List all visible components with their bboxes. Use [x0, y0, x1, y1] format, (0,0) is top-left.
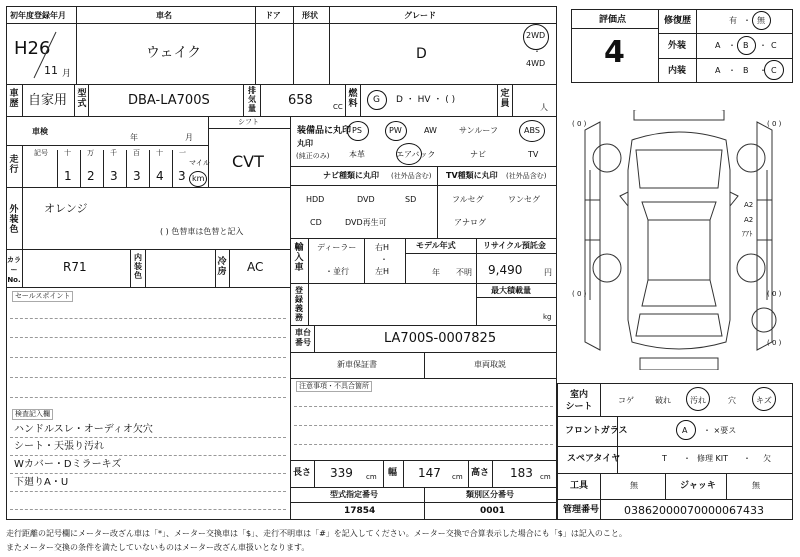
aircon-value: AC [247, 260, 264, 274]
tv-label: TV種類に丸印 [446, 171, 498, 180]
interior-dot1: ・ [728, 66, 736, 75]
exterior-a: A [715, 41, 721, 50]
fuel-label: 燃 料 [348, 89, 358, 109]
manual-label: 車両取説 [474, 360, 506, 369]
first-reg-month-unit: 月 [62, 69, 72, 79]
width-value: 147 [418, 466, 441, 480]
color-note: ( ) 色替車は色替と記入 [160, 227, 244, 236]
displacement-label: 排 気 量 [248, 86, 256, 113]
import-dealer: ディーラー [317, 243, 357, 252]
equip-pw: PW [389, 126, 402, 135]
model-value: DBA-LA700S [128, 93, 210, 108]
chassis-label: 車台 番号 [295, 328, 311, 347]
footer-note-1: 走行距離の記号欄にメーター改ざん車は「*」、メーター交換車は「$」、走行不明車は「#」を記入してください。メーター交換で合算表示した場合にも「$」は記入のこと。 [6, 529, 627, 538]
interior-a: A [715, 66, 721, 75]
windshield-a: A [682, 426, 688, 435]
mileage-digit-1: 1 [64, 169, 72, 183]
color-no-label: カラー No. [7, 256, 21, 284]
tire-mark-spare: ( 0 ) [767, 339, 782, 347]
interior-tear: 破れ [655, 396, 671, 405]
handle-dot: ・ [380, 255, 388, 264]
usage-value: 自家用 [28, 93, 68, 108]
width-cm: cm [452, 473, 463, 481]
mileage-digit-4: 3 [133, 169, 141, 183]
inspection-year-unit: 年 [130, 133, 138, 142]
model-year-year: 年 [432, 268, 440, 277]
length-cm: cm [366, 473, 377, 481]
fuel-rest: D ・ HV ・ ( ) [396, 95, 456, 105]
drive-2wd: 2WD [526, 31, 546, 40]
car-damage-diagram [560, 110, 798, 370]
windshield-label: フロントガラス [565, 426, 628, 436]
car-name: ウェイク [146, 45, 202, 61]
tools-label: 工具 [570, 481, 589, 491]
mileage-digit-6: 3 [178, 169, 186, 183]
height-label: 高さ [471, 468, 490, 478]
tire-mark-rl: ( 0 ) [572, 290, 587, 298]
aircon-label: 冷 房 [217, 257, 227, 277]
spare-dot2: ・ [743, 454, 751, 463]
inspector-note-3: Wカバー・Dミラーキズ [14, 459, 122, 470]
height-value: 183 [510, 466, 533, 480]
first-reg-label: 初年度登録年月 [10, 11, 66, 20]
usage-label: 車 歴 [9, 89, 19, 109]
interior-b: B [743, 66, 749, 75]
spare-kit: 修理 KIT [697, 454, 729, 463]
import-label: 輸 入 車 [294, 243, 304, 273]
spare-t: T [662, 454, 667, 463]
inspection-label: 車検 [32, 127, 48, 136]
width-label: 幅 [388, 468, 398, 478]
spare-none: 欠 [763, 454, 771, 463]
mileage-header-row: 記号 十 万 千 百 十 一 [34, 149, 186, 157]
warranty-label: 新車保証書 [337, 360, 377, 369]
tools-value: 無 [630, 481, 638, 490]
interior-label: 内装 [668, 66, 687, 76]
navi-dvd-play: DVD再生可 [345, 218, 387, 227]
model-label: 型 式 [77, 89, 87, 109]
navi-label: ナビ種類に丸印 [323, 171, 379, 180]
interior-c: C [771, 66, 777, 75]
tv-oneseg: ワンセグ [508, 195, 540, 204]
cc-unit: CC [333, 103, 343, 111]
equip-sunroof: サンルーフ [459, 126, 498, 135]
mileage-digit-3: 3 [110, 169, 118, 183]
damage-note-a2-1: A2 [744, 201, 754, 209]
type-no-label: 型式指定番号 [330, 490, 378, 499]
category-no-label: 類別区分番号 [466, 490, 514, 499]
car-name-label: 車名 [156, 11, 172, 20]
exterior-label: 外装 [668, 41, 687, 51]
type-no-value: 17854 [344, 506, 376, 516]
equipment-sub: (純正のみ) [296, 152, 330, 160]
mgmt-label: 管理番号 [563, 505, 600, 515]
equip-airbag: エアバック [396, 150, 436, 159]
navi-dvd: DVD [357, 195, 375, 204]
interior-burn: コゲ [618, 396, 634, 405]
repair-label: 修復歴 [664, 16, 692, 26]
first-reg-era: H26 [14, 38, 51, 59]
inspector-note-4: 下廻りA・U [14, 477, 69, 488]
grade-value: D [416, 46, 427, 62]
capacity-label: 定 員 [500, 89, 510, 109]
tv-sub: (社外品含む) [506, 172, 547, 180]
drive-4wd: 4WD [526, 59, 546, 68]
max-load-kg: kg [543, 313, 552, 321]
fuel-g: G [373, 95, 380, 105]
jack-value: 無 [752, 481, 760, 490]
tire-mark-fr: ( 0 ) [767, 120, 782, 128]
inspector-note-2: シート・天張り汚れ [14, 441, 104, 452]
exterior-c: C [771, 41, 777, 50]
color-value: オレンジ [44, 202, 88, 215]
score-label: 評価点 [599, 15, 627, 25]
tv-analog: アナログ [454, 218, 486, 227]
interior-scratch: キズ [756, 396, 772, 405]
inspector-label: 検査記入欄 [12, 409, 53, 420]
shift-value: CVT [232, 152, 264, 171]
repair-yes: 有 [729, 16, 737, 25]
recycle-label: リサイクル預託金 [483, 241, 546, 250]
mileage-digit-2: 2 [87, 169, 95, 183]
import-parallel: ・並行 [325, 267, 349, 276]
equip-ps: PS [352, 126, 362, 135]
displacement-value: 658 [288, 93, 313, 108]
height-cm: cm [540, 473, 551, 481]
damage-note-a2-2: A2 [744, 216, 754, 224]
score-value: 4 [604, 35, 625, 70]
exterior-dot1: ・ [728, 41, 736, 50]
equipment-label: 装備品に丸印 [297, 126, 352, 136]
mile-label: マイル [189, 159, 210, 167]
door-label: ドア [265, 11, 281, 20]
equip-abs: ABS [524, 126, 540, 135]
max-load-label: 最大積載量 [491, 286, 531, 295]
length-label: 長さ [293, 468, 312, 478]
mileage-digit-5: 4 [156, 169, 164, 183]
km-unit: km [192, 174, 205, 183]
interior-color-label: 内 装 色 [134, 253, 142, 280]
recycle-yen: 円 [544, 268, 552, 277]
first-reg-divider [38, 30, 40, 80]
spare-label: スペアタイヤ [567, 454, 621, 464]
reg-label: 登 録 義 務 [295, 286, 303, 322]
exterior-b: B [743, 41, 749, 50]
exterior-dot2: ・ [759, 41, 767, 50]
footer-note-2: またメーター交換の条件を満たしていないものはメーター改ざん車扱いとなります。 [6, 543, 310, 552]
navi-cd: CD [310, 218, 322, 227]
mileage-label: 走 行 [9, 155, 19, 175]
navi-hdd: HDD [306, 195, 325, 204]
shift-label: シフト [238, 118, 259, 126]
equipment-maru: 丸印 [297, 139, 313, 148]
right-handle: 右H [375, 243, 390, 252]
equip-aw: AW [424, 126, 437, 135]
navi-sd: SD [405, 195, 417, 204]
grade-label: グレード [404, 11, 436, 20]
tire-mark-rr: ( 0 ) [767, 290, 782, 298]
inspector-note-1: ハンドルスレ・オーディオ欠穴 [14, 424, 153, 435]
tv-fullseg: フルセグ [452, 195, 484, 204]
equip-leather: 本革 [349, 150, 365, 159]
model-year-label: モデル年式 [416, 241, 456, 250]
interior-seat-label: 室内 シート [565, 390, 593, 412]
chassis-value: LA700S-0007825 [384, 331, 497, 346]
color-label: 外 装 色 [9, 205, 19, 235]
drive-dot: ・ [533, 47, 541, 56]
inspection-month-unit: 月 [185, 133, 193, 142]
left-handle: 左H [375, 267, 390, 276]
spare-dot1: ・ [683, 454, 691, 463]
category-no-value: 0001 [480, 506, 506, 516]
model-year-unknown: 不明 [456, 268, 472, 277]
jack-label: ジャッキ [680, 481, 716, 491]
navi-sub: (社外品含む) [391, 172, 432, 180]
repair-dot: ・ [743, 16, 751, 25]
color-no-value: R71 [63, 260, 87, 274]
equip-tv: TV [528, 150, 539, 159]
equip-navi: ナビ [470, 150, 486, 159]
shape-label: 形状 [302, 11, 318, 20]
first-reg-month: 11 [44, 64, 58, 77]
tire-mark-fl: ( 0 ) [572, 120, 587, 128]
interior-hole: 穴 [728, 396, 736, 405]
capacity-unit: 人 [540, 103, 548, 112]
recycle-value: 9,490 [488, 263, 523, 277]
notes-label: 注意事項・不具合箇所 [296, 381, 372, 392]
mgmt-value: 03862000070000067433 [624, 504, 764, 517]
damage-note-u: ｱｱﾄ [742, 230, 753, 238]
windshield-rest: ・ ×要ス [703, 426, 737, 435]
length-value: 339 [330, 466, 353, 480]
repair-no: 無 [757, 16, 765, 25]
interior-stain: 汚れ [690, 396, 706, 405]
interior-dot2: ・ [759, 66, 767, 75]
sales-point-label: セールスポイント [12, 291, 73, 302]
